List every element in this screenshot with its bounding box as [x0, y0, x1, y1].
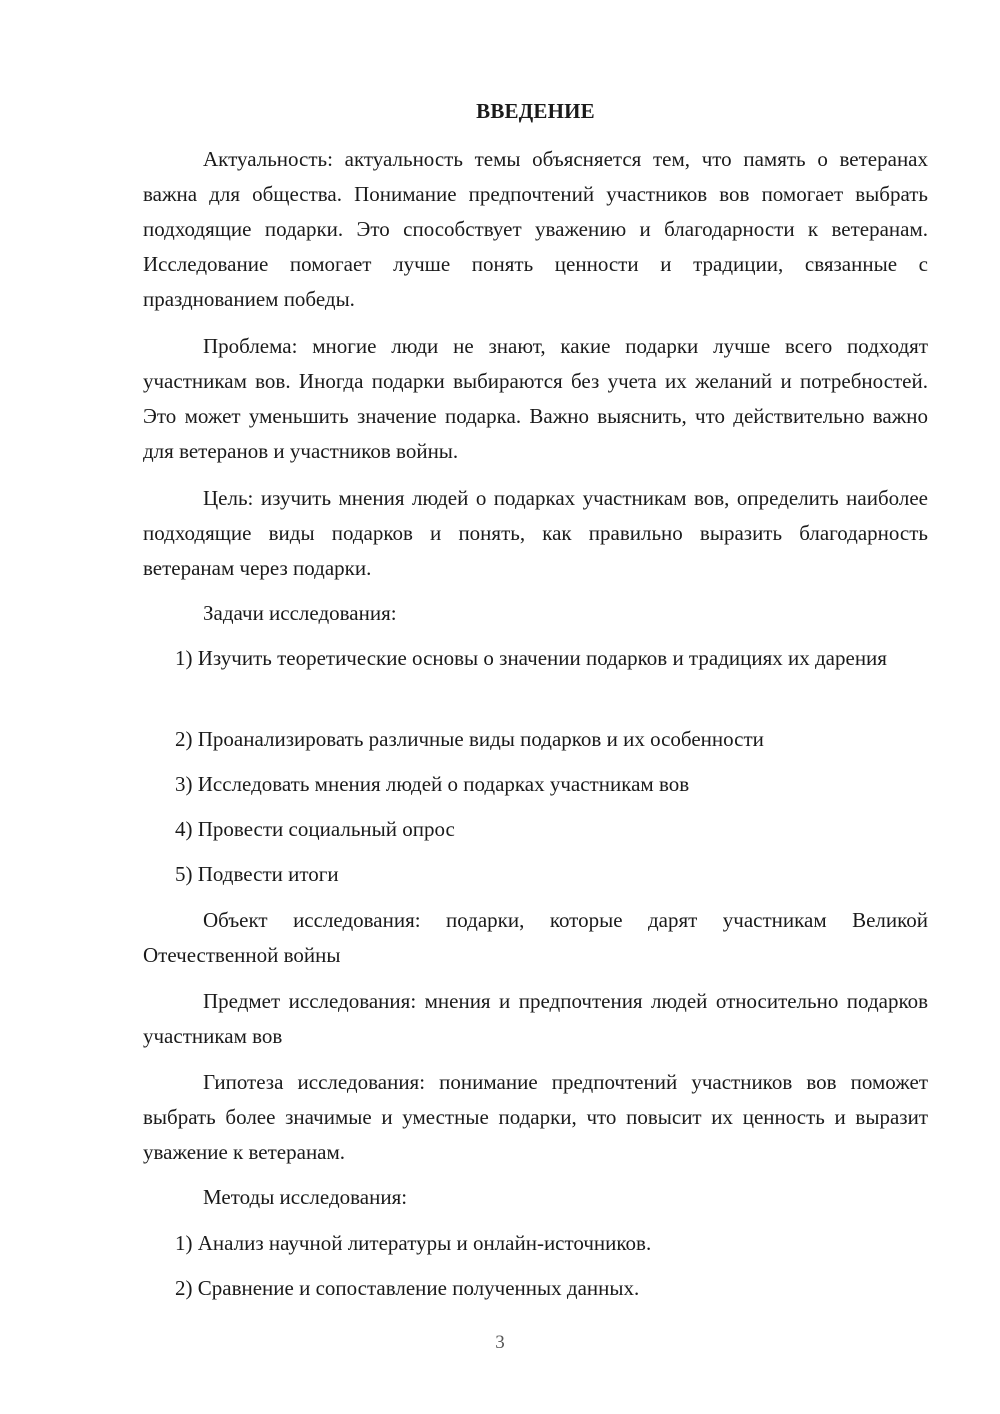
tasks-heading: Задачи исследования: [203, 601, 397, 625]
task-item-2: 2) Проанализировать различные виды подарков и их особенности [175, 727, 764, 751]
task-item-3: 3) Исследовать мнения людей о подарках участникам вов [175, 772, 690, 796]
hypothesis-paragraph: Гипотеза исследования: понимание предпочтений участников вов поможет выбрать более значимые и уместные подарки, что повысит их ценность и выразит уважение к ветеранам. [143, 1070, 928, 1164]
object-paragraph: Объект исследования: подарки, которые дарят участникам Великой Отечественной войны [143, 908, 928, 967]
method-item-1: 1) Анализ научной литературы и онлайн-источников. [175, 1231, 652, 1255]
problem-paragraph: Проблема: многие люди не знают, какие подарки лучше всего подходят участникам вов. Иногда подарки выбираются без учета их желаний и потребностей. Это может уменьшить значение подарка. Важно выяснить, что действительно важно для ветеранов и участников войны. [143, 334, 928, 463]
goal-paragraph: Цель: изучить мнения людей о подарках участникам вов, определить наиболее подходящие виды подарков и понять, как правильно выразить благодарность ветеранам через подарки. [143, 486, 928, 580]
relevance-paragraph: Актуальность: актуальность темы объясняется тем, что память о ветеранах важна для общества. Понимание предпочтений участников вов помогает выбрать подходящие подарки. Это способствует уважению и благодарности к ветеранам. Исследование помогает лучше понять ценности и традиции, связанные с празднованием победы. [143, 147, 928, 311]
subject-paragraph: Предмет исследования: мнения и предпочтения людей относительно подарков участникам вов [143, 989, 928, 1048]
task-item-5: 5) Подвести итоги [175, 862, 339, 886]
page-title: ВВЕДЕНИЕ [476, 99, 595, 123]
page-number: 3 [495, 1332, 505, 1353]
methods-heading: Методы исследования: [203, 1185, 408, 1209]
method-item-2: 2) Сравнение и сопоставление полученных данных. [175, 1276, 640, 1300]
task-item-1: 1) Изучить теоретические основы о значении подарков и традициях их дарения [175, 646, 887, 670]
task-item-4: 4) Провести социальный опрос [175, 817, 455, 841]
